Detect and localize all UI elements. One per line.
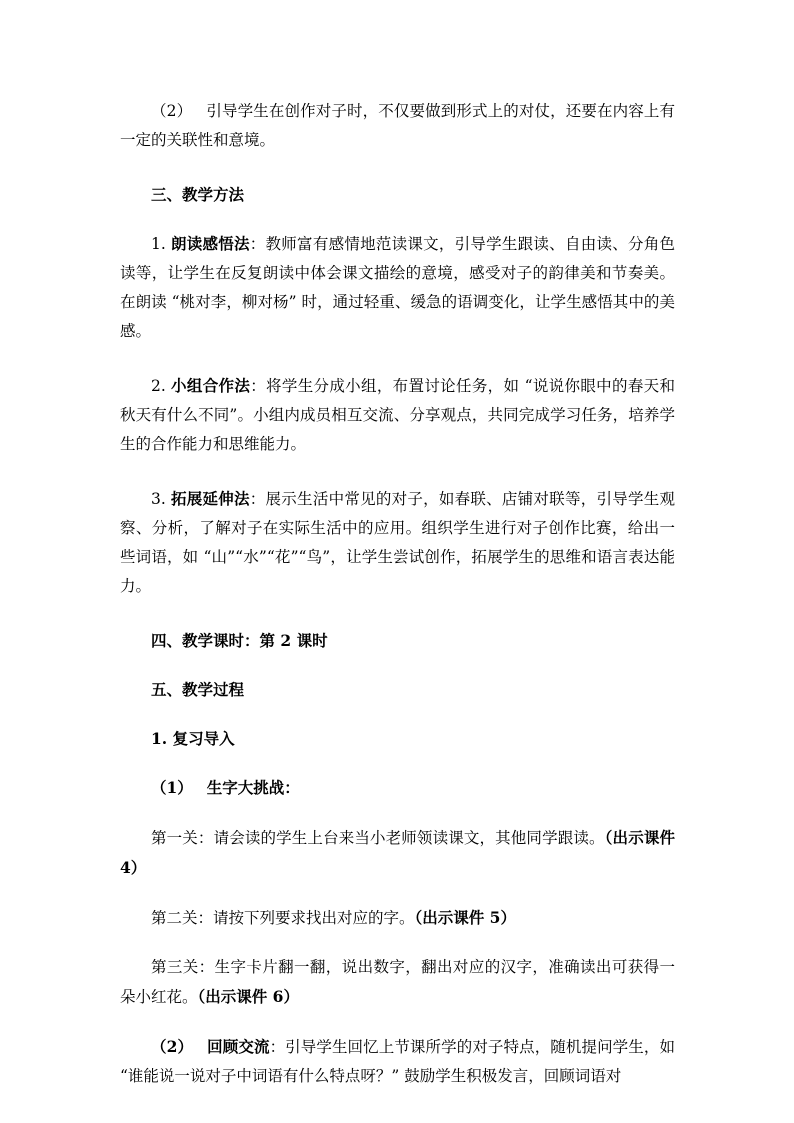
- item-number: （2）: [151, 1037, 194, 1056]
- paragraph-text: ：展示生活中常见的对子，如春联、店铺对联等，引导学生观察、分析，了解对子在实际生活中的应用。组织学生进行对子创作比赛，给出一些词语，如 “山”“水”“花”“鸟”，让学生尝试创作，拓展学生的思维和语言表达能力。: [120, 490, 675, 595]
- item-number: 3.: [151, 490, 171, 508]
- item-number: （2）: [151, 102, 193, 120]
- paragraph-text: ：将学生分成小组，布置讨论任务，如 “说说你眼中的春天和秋天有什么不同”。小组内成员相互交流、分享观点，共同完成学习任务，培养学生的合作能力和思维能力。: [120, 377, 675, 453]
- section-heading-process: 五、教学过程: [151, 680, 245, 699]
- section-heading-periods: 四、教学课时：第 2 课时: [151, 631, 328, 650]
- courseware-note: （出示课件 4）: [120, 828, 675, 877]
- paragraph-text: 第三关：生字卡片翻一翻，说出数字，翻出对应的汉字，准确读出可获得一朵小红花。: [120, 958, 675, 1006]
- item-number: 2.: [151, 377, 172, 395]
- paragraph-text: ：引导学生回忆上节课所学的对子特点，随机提问学生，如 “谁能说一说对子中词语有什么特点呀？” 鼓励学生积极发言，回顾词语对: [120, 1038, 675, 1085]
- challenge-level-3: [120, 953, 675, 1012]
- paragraph-text: ：教师富有感情地范读课文，引导学生跟读、自由读、分角色读等，让学生在反复朗读中体会课文描绘的意境，感受对子的韵律美和节奏美。在朗读 “桃对李，柳对杨” 时，通过轻重、缓急的语调变化，让学生感悟其中的美感。: [120, 235, 675, 340]
- method-reading: [120, 229, 675, 346]
- challenge-level-2: [120, 903, 675, 933]
- review-item-2: [120, 1032, 675, 1091]
- method-extension: [120, 484, 675, 601]
- challenge-level-1: [120, 823, 675, 883]
- item-number: （1）: [151, 778, 193, 797]
- paragraph-text: 第一关：请会读的学生上台来当小老师领读课文，其他同学跟读。: [151, 829, 605, 847]
- review-item-1: [120, 773, 675, 803]
- section-heading-methods: 三、教学方法: [151, 185, 245, 204]
- item-title: 回顾交流: [207, 1037, 270, 1056]
- paragraph-text: 第二关：请按下列要求找出对应的字。: [151, 909, 415, 927]
- item-title: 生字大挑战：: [206, 778, 300, 797]
- paragraph-text: 引导学生在创作对子时，不仅要做到形式上的对仗，还要在内容上有一定的关联性和意境。: [120, 102, 675, 149]
- method-title: 朗读感悟法: [170, 234, 250, 253]
- item-number: 1.: [151, 235, 171, 253]
- objective-paragraph-2: [120, 97, 675, 155]
- subsection-review: 1. 复习导入: [151, 729, 235, 748]
- document-body: [120, 97, 675, 1116]
- courseware-note: （出示课件 6）: [197, 987, 299, 1006]
- courseware-note: （出示课件 5）: [414, 908, 516, 927]
- method-title: 小组合作法: [171, 376, 251, 395]
- method-group-work: [120, 371, 675, 459]
- method-title: 拓展延伸法: [170, 489, 250, 508]
